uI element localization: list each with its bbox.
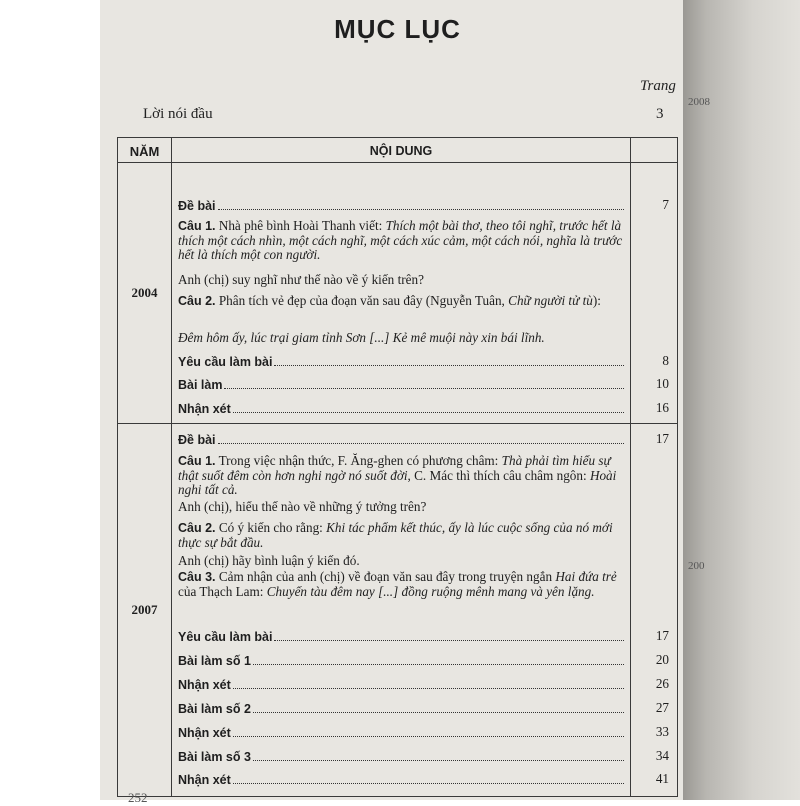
- page-number: 17: [655, 628, 669, 643]
- toc-entry: Nhận xét: [178, 773, 626, 787]
- page-number: 27: [655, 700, 669, 715]
- toc-table: [117, 137, 678, 797]
- question-2-quote: Đêm hôm ấy, lúc trại giam tỉnh Sơn [...] Kẻ mê muội này xin bái lĩnh.: [178, 330, 545, 345]
- question-2-2007: Câu 2. Có ý kiến cho rằng: Khi tác phẩm kết thúc, ấy là lúc cuộc sống của nó mới thực sự bắt đầu.: [178, 520, 613, 550]
- toc-entry: Nhận xét: [178, 678, 626, 692]
- toc-entry: Bài làm số 3: [178, 750, 626, 764]
- page-number: 16: [655, 400, 669, 415]
- page-number: 26: [655, 676, 669, 691]
- table-header: [118, 138, 678, 163]
- toc-entry: Đề bài: [178, 199, 626, 213]
- toc-entry: Yêu cầu làm bài: [178, 355, 626, 369]
- year-2004: 2004: [118, 163, 172, 424]
- gutter-text-top: 2008: [688, 96, 710, 108]
- page-number: 10: [655, 376, 669, 391]
- toc-entry: Bài làm số 2: [178, 702, 626, 716]
- pages-2007: [631, 424, 678, 797]
- toc-entry: Bài làm số 1: [178, 654, 626, 668]
- preface-entry: Lời nói đầu: [143, 106, 213, 122]
- question-3-2007: Câu 3. Cảm nhận của anh (chị) về đoạn văn sau đây trong truyện ngắn Hai đứa trẻ của Thạch Lam: Chuyến tàu đêm nay [...] đồng ruộng mênh mang và yên lặng.: [178, 569, 617, 599]
- page-title: MỤC LỤC: [334, 14, 461, 44]
- question-2-2004: Câu 2. Phân tích vẻ đẹp của đoạn văn sau đây (Nguyễn Tuân, Chữ người tử tù):: [178, 293, 601, 308]
- content-2004: [172, 163, 631, 424]
- question-2-prompt: Anh (chị) hãy bình luận ý kiến đó.: [178, 553, 360, 568]
- pages-2004: [631, 163, 678, 424]
- page-number: 34: [655, 748, 669, 763]
- page-folio: 252: [128, 790, 148, 805]
- preface-page: 3: [656, 106, 664, 122]
- page-number: 7: [662, 197, 669, 212]
- question-1-2004: Câu 1. Nhà phê bình Hoài Thanh viết: Thích một bài thơ, theo tôi nghĩ, trước hết là thích một cách nhìn, một cách nghĩ, một cách xúc cảm, một cách nói, nghĩa là trước hết là thích một con người.: [178, 218, 623, 262]
- book-gutter: [683, 0, 800, 800]
- question-1-prompt: Anh (chị), hiểu thế nào về những ý tưởng trên?: [178, 499, 427, 514]
- toc-entry: Nhận xét: [178, 402, 626, 416]
- toc-entry: Đề bài: [178, 433, 626, 447]
- page-number: 20: [655, 652, 669, 667]
- section-2004: [118, 163, 678, 424]
- page-number: 33: [655, 724, 669, 739]
- year-2007: 2007: [118, 424, 172, 797]
- content-header: NỘI DUNG: [172, 138, 631, 163]
- section-2007: [118, 424, 678, 797]
- toc-entry: Yêu cầu làm bài: [178, 630, 626, 644]
- question-1-2007: Câu 1. Trong việc nhận thức, F. Ăng-ghen có phương châm: Thà phải tìm hiểu sự thật suốt đêm còn hơn nghi ngờ nó suốt đời, C. Mác thì thích câu châm ngôn: Hoài nghi tất cả.: [178, 453, 617, 497]
- page-header: [631, 138, 678, 163]
- page-number: 41: [655, 771, 669, 786]
- page-column-label: Trang: [640, 78, 676, 94]
- gutter-text-mid: 200: [688, 560, 705, 572]
- question-1-prompt: Anh (chị) suy nghĩ như thế nào về ý kiến trên?: [178, 272, 424, 287]
- content-2007: [172, 424, 631, 797]
- toc-entry: Nhận xét: [178, 726, 626, 740]
- page-number: 17: [655, 431, 669, 446]
- page-number: 8: [662, 353, 669, 368]
- year-header: NĂM: [118, 138, 172, 163]
- toc-entry: Bài làm: [178, 378, 626, 392]
